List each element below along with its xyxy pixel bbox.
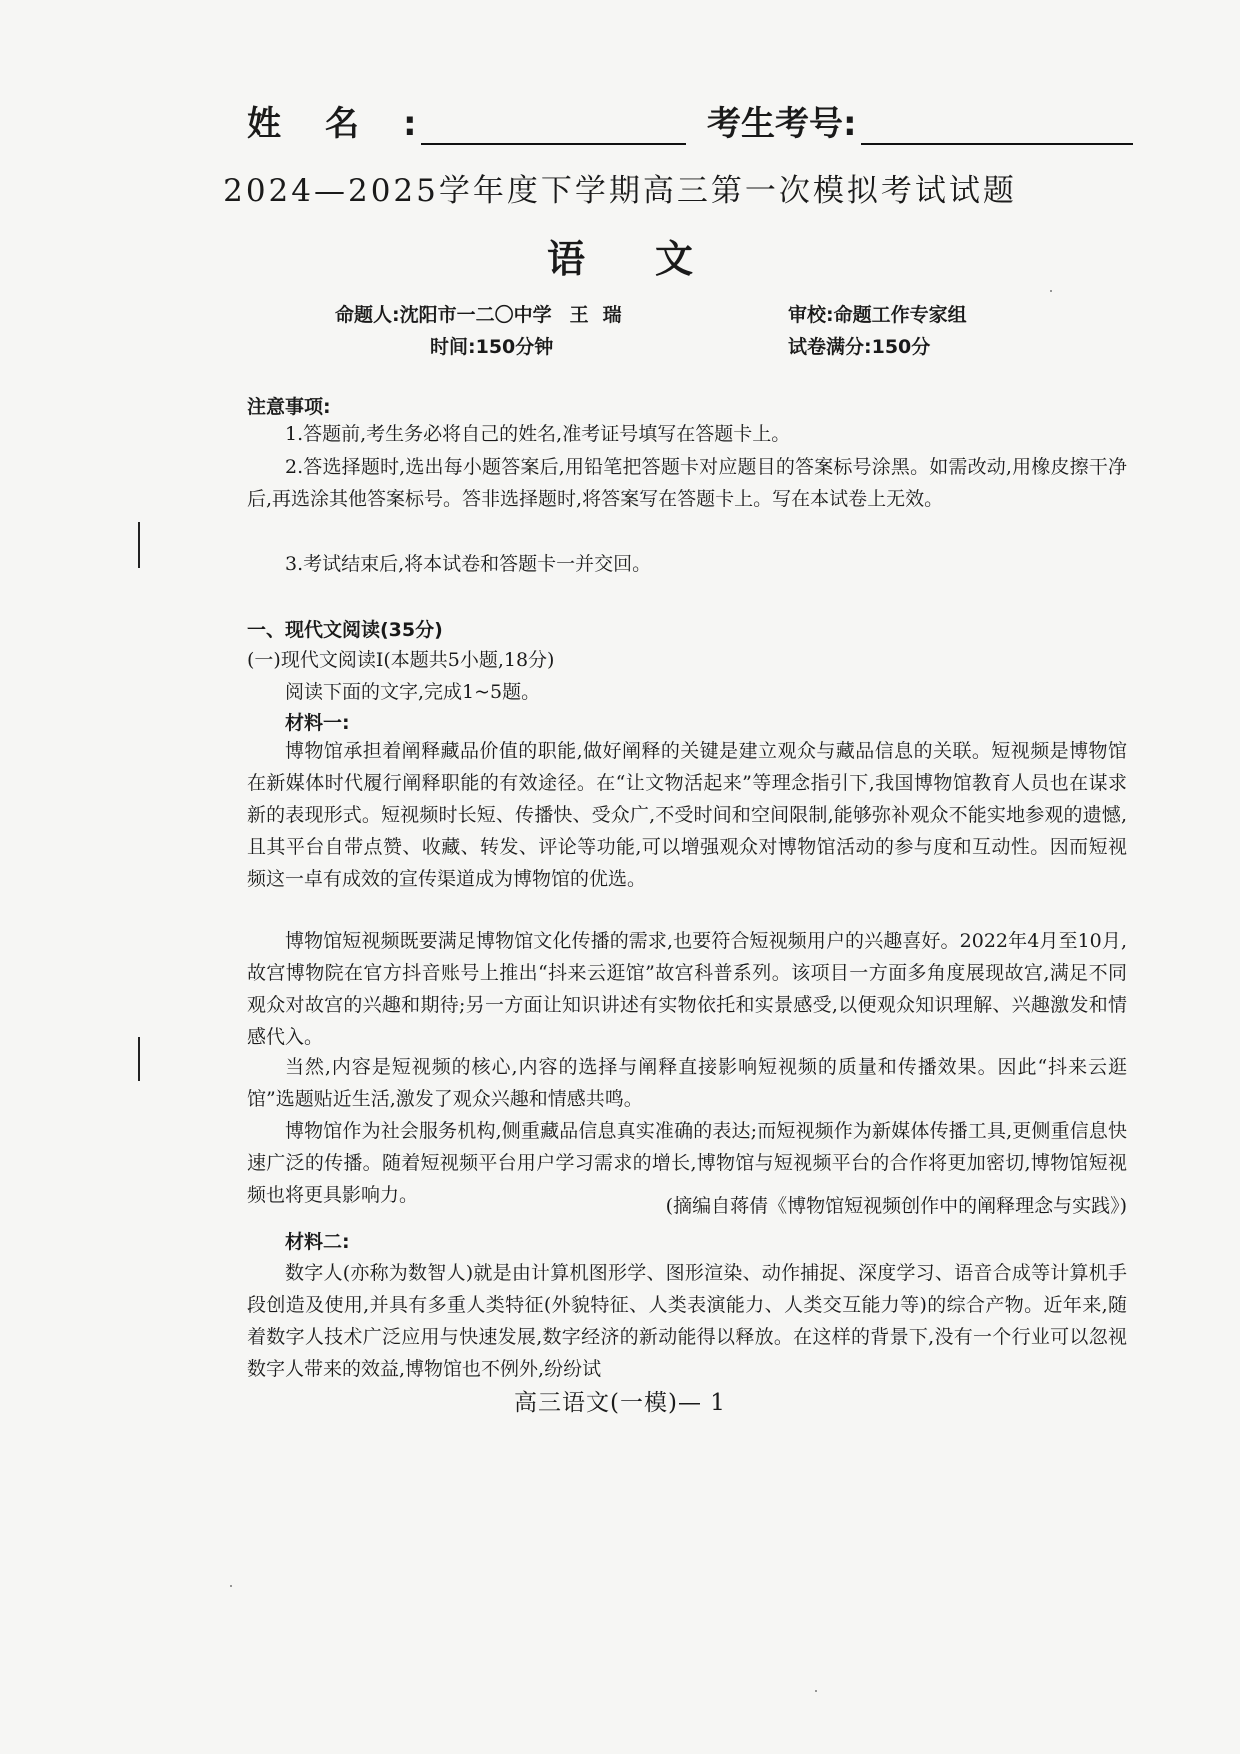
- material-two-label: 材料二:: [285, 1231, 350, 1253]
- reviewer-line: 审校:命题工作专家组: [788, 304, 967, 326]
- reading-instruction: 阅读下面的文字,完成1~5题。: [285, 681, 541, 703]
- page-footer: 高三语文(一模)— 1: [514, 1390, 726, 1416]
- name-label-text: 姓名: [247, 104, 403, 144]
- time-limit: 时间:150分钟: [430, 336, 554, 358]
- subject-title: 语文: [546, 237, 763, 281]
- name-field: [247, 96, 686, 145]
- exam-number-blank-line[interactable]: [861, 107, 1133, 145]
- section-title: 一、现代文阅读(35分): [247, 619, 443, 641]
- name-label: 姓名:: [247, 104, 417, 144]
- scan-margin-mark: [138, 522, 140, 568]
- author-name: 王瑞: [569, 304, 636, 326]
- notice-item: 1.答题前,考生务必将自己的姓名,准考证号填写在答题卡上。: [285, 423, 791, 445]
- scan-speck: [815, 1690, 817, 1692]
- notice-item: 2.答选择题时,选出每小题答案后,用铅笔把答题卡对应题目的答案标号涂黑。如需改动,用橡皮擦干净后,再选涂其他答案标号。答非选择题时,将答案写在答题卡上。写在本试卷上无效。: [247, 456, 1127, 510]
- material-one-paragraph: 博物馆作为社会服务机构,侧重藏品信息真实准确的表达;而短视频作为新媒体传播工具,更侧重信息快速广泛的传播。随着短视频平台用户学习需求的增长,博物馆与短视频平台的合作将更加密切,博物馆短视频也将更具影响力。: [247, 1120, 1127, 1206]
- material-one-paragraph: 博物馆短视频既要满足博物馆文化传播的需求,也要符合短视频用户的兴趣喜好。2022年4月至10月,故宫博物院在官方抖音账号上推出“抖来云逛馆”故宫科普系列。该项目一方面多角度展现故宫,满足不同观众对故宫的兴趣和期待;另一方面让知识讲述有实物依托和实景感受,以便观众知识理解、兴趣激发和情感代入。: [247, 930, 1127, 1048]
- subsection-title: (一)现代文阅读Ⅰ(本题共5小题,18分): [247, 649, 555, 671]
- notice-title: 注意事项:: [247, 396, 331, 418]
- candidate-info-row: [247, 96, 1127, 144]
- material-one-label: 材料一:: [285, 712, 350, 734]
- author-line: [335, 300, 636, 327]
- scan-speck: [1050, 290, 1052, 292]
- material-one-paragraph: 当然,内容是短视频的核心,内容的选择与阐释直接影响短视频的质量和传播效果。因此“抖来云逛馆”选题贴近生活,激发了观众兴趣和情感共鸣。: [247, 1056, 1127, 1110]
- name-blank-line[interactable]: [421, 107, 686, 145]
- full-score: 试卷满分:150分: [788, 336, 931, 358]
- notice-item: 3.考试结束后,将本试卷和答题卡一并交回。: [285, 553, 652, 575]
- material-one-source: (摘编自蒋倩《博物馆短视频创作中的阐释理念与实践》): [665, 1195, 1127, 1217]
- author-label: 命题人:沈阳市一二〇中学: [335, 304, 552, 326]
- material-one-paragraph: 博物馆承担着阐释藏品价值的职能,做好阐释的关键是建立观众与藏品信息的关联。短视频是博物馆在新媒体时代履行阐释职能的有效途径。在“让文物活起来”等理念指引下,我国博物馆教育人员也在谋求新的表现形式。短视频时长短、传播快、受众广,不受时间和空间限制,能够弥补观众不能实地参观的遗憾,且其平台自带点赞、收藏、转发、评论等功能,可以增强观众对博物馆活动的参与度和互动性。因而短视频这一卓有成效的宣传渠道成为博物馆的优选。: [247, 740, 1127, 890]
- scan-margin-mark: [138, 1037, 140, 1081]
- scan-speck: [230, 1585, 232, 1587]
- exam-number-field: [707, 96, 1133, 145]
- exam-number-label: 考生考号:: [707, 104, 857, 144]
- material-two-paragraph: 数字人(亦称为数智人)就是由计算机图形学、图形渲染、动作捕捉、深度学习、语音合成等计算机手段创造及使用,并具有多重人类特征(外貌特征、人类表演能力、人类交互能力等)的综合产物。近年来,随着数字人技术广泛应用与快速发展,数字经济的新动能得以释放。在这样的背景下,没有一个行业可以忽视数字人带来的效益,博物馆也不例外,纷纷试: [247, 1262, 1127, 1380]
- exam-title: 2024—2025学年度下学期高三第一次模拟考试试题: [223, 173, 1017, 209]
